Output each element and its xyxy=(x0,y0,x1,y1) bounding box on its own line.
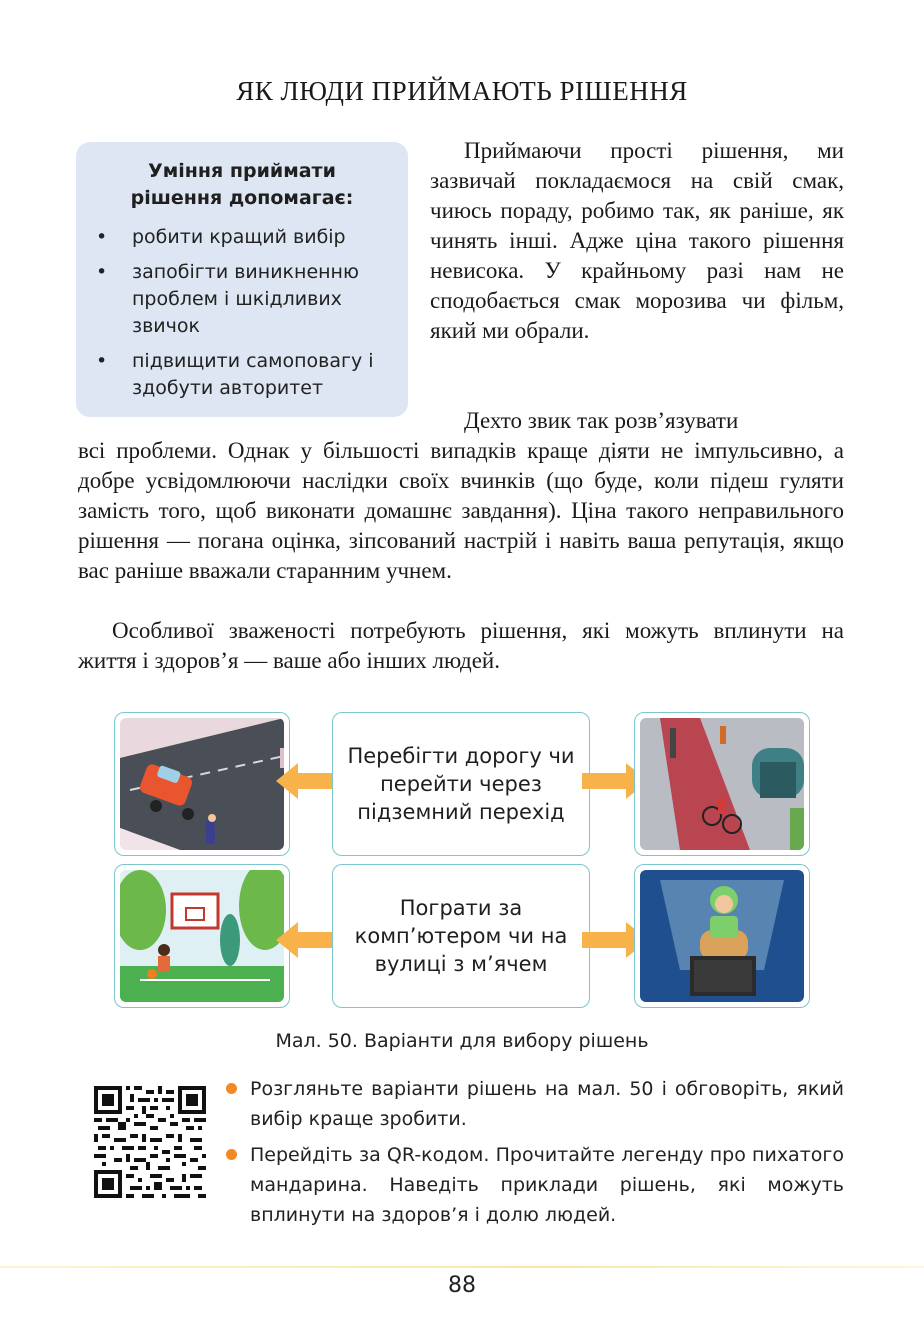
paragraph-3: Особливої зваженості потребують рішення, які можуть вплинути на життя і здоров’я — ваше або інших людей. xyxy=(78,618,844,673)
page-number: 88 xyxy=(448,1273,476,1298)
paragraph-2-start: Дехто звик так розв’язувати xyxy=(464,408,739,433)
paragraph-1: Приймаючи прості рішення, ми зазвичай покладаємося на свій смак, чиюсь пораду, робимо так, як раніше, як чинять інші. Адже ціна такого рішення невисока. У крайньому разі нам не сподобається смак морозива чи фільм, який ми обрали. xyxy=(430,138,844,343)
image-underpass xyxy=(634,712,810,856)
basketball-illustration xyxy=(120,870,284,1002)
image-basketball xyxy=(114,864,290,1008)
bullet-icon: • xyxy=(96,261,108,283)
task-item: Перейдіть за QR-кодом. Прочитайте легенду про пихатого мандарина. Наведіть приклади рішень, які можуть вплинути на здоров’я і долю людей. xyxy=(226,1140,844,1230)
gaming-illustration xyxy=(640,870,804,1002)
paragraph-2-rest: всі проблеми. Однак у більшості випадків краще діяти не імпульсивно, а добре усвідомлюючи наслідки своїх вчинків (що буде, коли підеш гуляти замість того, щоб виконати домашнє завдання). Ціна такого неправильного рішення — погана оцінка, зіпсований настрій і навіть ваша репутація, якщо вас раніше вважали старанним учнем. xyxy=(78,438,844,583)
info-box-item: • підвищити самоповагу і здобути авторитет xyxy=(96,350,374,399)
info-box-title: Уміння приймати рішення допомагає: xyxy=(130,160,354,209)
orange-bullet-icon xyxy=(226,1149,237,1160)
orange-bullet-icon xyxy=(226,1083,237,1094)
bullet-icon: • xyxy=(96,226,108,248)
option-text-road: Перебігти дорогу чи перейти через підземний перехід xyxy=(332,712,590,856)
street-crossing-illustration xyxy=(120,718,284,850)
footer-divider xyxy=(0,1266,924,1268)
bullet-icon: • xyxy=(96,350,108,372)
task-item: Розгляньте варіанти рішень на мал. 50 і обговоріть, який вибір краще зробити. xyxy=(226,1074,844,1134)
page-title: ЯК ЛЮДИ ПРИЙМАЮТЬ РІШЕННЯ xyxy=(236,76,688,106)
info-box-list xyxy=(94,224,390,402)
image-street-crossing xyxy=(114,712,290,856)
underpass-illustration xyxy=(640,718,804,850)
figure-caption: Мал. 50. Варіанти для вибору рішень xyxy=(275,1030,649,1052)
option-text-games: Пограти за комп’ютером чи на вулиці з м’ячем xyxy=(332,864,590,1008)
info-box-item: • робити кращий вибір xyxy=(94,224,390,251)
info-box-item: • запобігти виникненню проблем і шкідливих звичок xyxy=(96,261,359,337)
tasks-list xyxy=(226,1074,844,1236)
info-box xyxy=(76,142,408,417)
qr-code[interactable] xyxy=(94,1086,206,1198)
image-gaming xyxy=(634,864,810,1008)
